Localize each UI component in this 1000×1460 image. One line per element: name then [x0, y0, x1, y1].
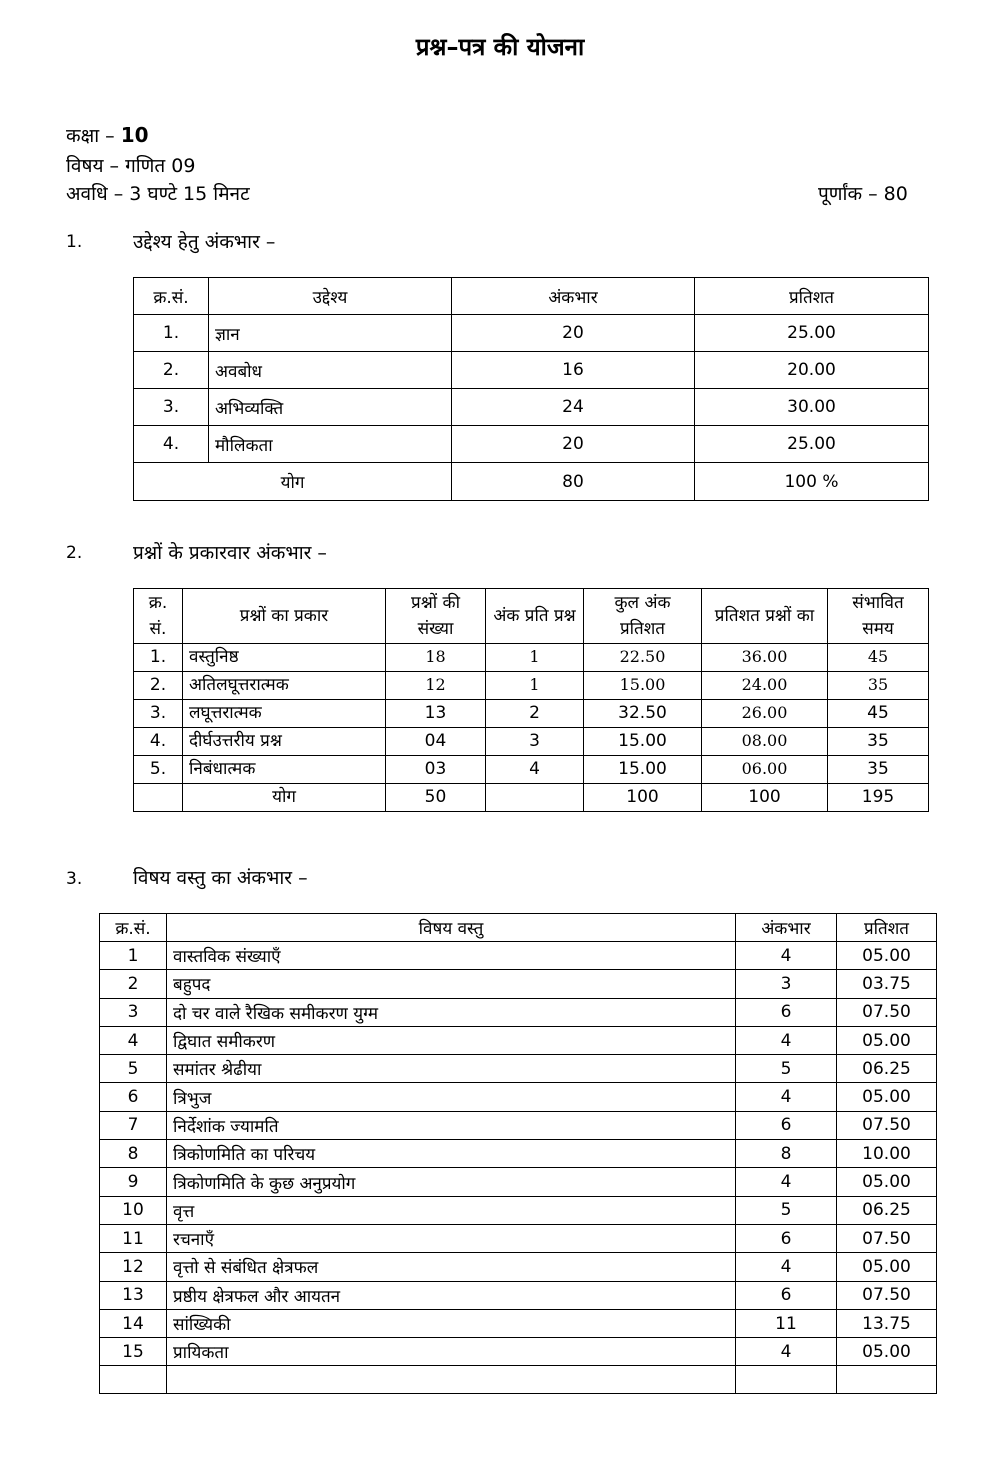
table-row — [134, 672, 929, 700]
table-cell: 13 — [100, 1281, 167, 1309]
table-row — [100, 1309, 937, 1337]
section1-number: 1. — [66, 232, 83, 252]
total-cell: 100 — [584, 784, 702, 812]
section3-heading: विषय वस्तु का अंकभार – — [133, 867, 308, 889]
table-cell: 4. — [134, 426, 209, 463]
table-cell: 4 — [736, 1083, 837, 1111]
column-header: क्र.सं. — [134, 278, 209, 315]
table-cell: 6 — [736, 998, 837, 1026]
table-cell: 2 — [100, 970, 167, 998]
table-row — [100, 1338, 937, 1366]
table-row — [134, 389, 929, 426]
objective-name: अभिव्यक्ति — [209, 389, 452, 426]
table-cell: 24.00 — [702, 672, 828, 700]
column-header: प्रतिशत — [837, 914, 937, 942]
total-percent: 100 % — [695, 463, 929, 501]
table-cell: 15.00 — [584, 756, 702, 784]
section2-heading: प्रश्नों के प्रकारवार अंकभार – — [133, 542, 327, 564]
table-cell: 05.00 — [837, 1338, 937, 1366]
total-cell — [486, 784, 584, 812]
total-cell: 195 — [828, 784, 929, 812]
table-cell: 1 — [100, 942, 167, 970]
table-cell: 26.00 — [702, 700, 828, 728]
table-cell: 07.50 — [837, 1281, 937, 1309]
topic-name: त्रिभुज — [167, 1083, 736, 1111]
topic-name: त्रिकोणमिति के कुछ अनुप्रयोग — [167, 1168, 736, 1196]
table-cell: 30.00 — [695, 389, 929, 426]
table-row — [134, 644, 929, 672]
topic-name: वृत्त — [167, 1196, 736, 1224]
max-marks: पूर्णांक – 80 — [818, 183, 908, 205]
table-cell: 20 — [452, 315, 695, 352]
table-cell: 20 — [452, 426, 695, 463]
table-cell: 05.00 — [837, 1083, 937, 1111]
table-row — [100, 1111, 937, 1139]
table-cell: 11 — [100, 1224, 167, 1252]
objective-name: ज्ञान — [209, 315, 452, 352]
table-row — [134, 700, 929, 728]
table-cell: 13 — [386, 700, 486, 728]
section3-number: 3. — [66, 869, 83, 889]
table-cell: 2. — [134, 672, 183, 700]
topic-name: बहुपद — [167, 970, 736, 998]
table-row — [100, 1168, 937, 1196]
table-header-row — [134, 278, 929, 315]
table-cell: 4. — [134, 728, 183, 756]
table-row — [100, 970, 937, 998]
table-cell: 08.00 — [702, 728, 828, 756]
table-row — [100, 1055, 937, 1083]
empty-cell — [167, 1366, 736, 1394]
column-header: उद्देश्य — [209, 278, 452, 315]
table-cell: 8 — [100, 1140, 167, 1168]
table-cell: 5 — [736, 1196, 837, 1224]
page-title: प्रश्न–पत्र की योजना — [415, 33, 585, 61]
total-row — [134, 463, 929, 501]
topic-name: दो चर वाले रैखिक समीकरण युग्म — [167, 998, 736, 1026]
table-cell: 7 — [100, 1111, 167, 1139]
empty-cell — [736, 1366, 837, 1394]
table-cell: 3 — [486, 728, 584, 756]
total-label: योग — [183, 784, 386, 812]
table-row — [100, 1224, 937, 1252]
table-cell: 3 — [100, 998, 167, 1026]
class-label: कक्षा – — [66, 125, 115, 147]
question-type: दीर्घउत्तरीय प्रश्न — [183, 728, 386, 756]
table-cell: 6 — [736, 1224, 837, 1252]
table-cell: 03 — [386, 756, 486, 784]
table-cell: 3 — [736, 970, 837, 998]
column-header: प्रतिशत प्रश्नों का — [702, 589, 828, 644]
table-cell: 36.00 — [702, 644, 828, 672]
objective-name: मौलिकता — [209, 426, 452, 463]
question-type-table — [133, 588, 929, 812]
table-cell: 15.00 — [584, 728, 702, 756]
empty-cell — [837, 1366, 937, 1394]
column-header: कुल अंक प्रतिशत — [584, 589, 702, 644]
empty-row — [100, 1366, 937, 1394]
table-cell: 24 — [452, 389, 695, 426]
total-cell — [134, 784, 183, 812]
table-row — [134, 315, 929, 352]
table-cell: 12 — [386, 672, 486, 700]
column-header: संभावित समय — [828, 589, 929, 644]
table-cell: 5 — [736, 1055, 837, 1083]
column-header: प्रश्नों का प्रकार — [183, 589, 386, 644]
table-cell: 3. — [134, 700, 183, 728]
table-cell: 14 — [100, 1309, 167, 1337]
question-type: लघूत्तरात्मक — [183, 700, 386, 728]
table-row — [134, 352, 929, 389]
table-header-row — [100, 914, 937, 942]
table-cell: 4 — [736, 1253, 837, 1281]
table-row — [100, 1083, 937, 1111]
table-cell: 20.00 — [695, 352, 929, 389]
table-cell: 15.00 — [584, 672, 702, 700]
total-cell: 100 — [702, 784, 828, 812]
column-header: अंकभार — [736, 914, 837, 942]
table-cell: 1. — [134, 315, 209, 352]
table-cell: 2 — [486, 700, 584, 728]
table-row — [134, 756, 929, 784]
topic-name: प्रायिकता — [167, 1338, 736, 1366]
column-header: प्रतिशत — [695, 278, 929, 315]
table-cell: 06.25 — [837, 1196, 937, 1224]
objective-weightage-table — [133, 277, 929, 501]
table-row — [134, 426, 929, 463]
table-cell: 45 — [828, 700, 929, 728]
table-cell: 4 — [736, 1168, 837, 1196]
topic-name: वृत्तो से संबंधित क्षेत्रफल — [167, 1253, 736, 1281]
table-cell: 05.00 — [837, 1026, 937, 1054]
table-cell: 4 — [486, 756, 584, 784]
topic-name: समांतर श्रेढीया — [167, 1055, 736, 1083]
topic-name: त्रिकोणमिति का परिचय — [167, 1140, 736, 1168]
table-cell: 06.00 — [702, 756, 828, 784]
table-cell: 07.50 — [837, 1224, 937, 1252]
table-cell: 13.75 — [837, 1309, 937, 1337]
column-header: क्र.सं. — [100, 914, 167, 942]
table-cell: 6 — [100, 1083, 167, 1111]
content-weightage-table — [99, 913, 937, 1394]
table-row — [100, 1281, 937, 1309]
table-cell: 07.50 — [837, 1111, 937, 1139]
topic-name: सांख्यिकी — [167, 1309, 736, 1337]
table-cell: 4 — [736, 1338, 837, 1366]
table-cell: 35 — [828, 672, 929, 700]
section2-number: 2. — [66, 543, 83, 563]
table-row — [100, 1253, 937, 1281]
total-cell: 50 — [386, 784, 486, 812]
table-cell: 05.00 — [837, 1168, 937, 1196]
column-header: प्रश्नों की संख्या — [386, 589, 486, 644]
question-type: अतिलघूत्तरात्मक — [183, 672, 386, 700]
table-cell: 35 — [828, 756, 929, 784]
table-cell: 2. — [134, 352, 209, 389]
table-cell: 12 — [100, 1253, 167, 1281]
table-cell: 6 — [736, 1111, 837, 1139]
table-cell: 8 — [736, 1140, 837, 1168]
table-cell: 18 — [386, 644, 486, 672]
table-cell: 07.50 — [837, 998, 937, 1026]
table-cell: 05.00 — [837, 1253, 937, 1281]
subject-line: विषय – गणित 09 — [66, 155, 196, 177]
table-cell: 1 — [486, 672, 584, 700]
topic-name: वास्तविक संख्याएँ — [167, 942, 736, 970]
table-cell: 5. — [134, 756, 183, 784]
total-label: योग — [134, 463, 452, 501]
table-row — [100, 1140, 937, 1168]
section1-heading: उद्देश्य हेतु अंकभार – — [133, 231, 276, 253]
table-cell: 3. — [134, 389, 209, 426]
table-cell: 25.00 — [695, 315, 929, 352]
topic-name: निर्देशांक ज्यामति — [167, 1111, 736, 1139]
class-line — [66, 122, 149, 148]
duration-line: अवधि – 3 घण्टे 15 मिनट — [66, 183, 250, 205]
table-cell: 06.25 — [837, 1055, 937, 1083]
table-header-row — [134, 589, 929, 644]
table-cell: 10 — [100, 1196, 167, 1224]
table-cell: 10.00 — [837, 1140, 937, 1168]
table-cell: 1. — [134, 644, 183, 672]
topic-name: रचनाएँ — [167, 1224, 736, 1252]
table-row — [100, 1196, 937, 1224]
table-cell: 05.00 — [837, 942, 937, 970]
table-cell: 35 — [828, 728, 929, 756]
total-row — [134, 784, 929, 812]
table-cell: 6 — [736, 1281, 837, 1309]
table-cell: 16 — [452, 352, 695, 389]
table-cell: 22.50 — [584, 644, 702, 672]
topic-name: द्विघात समीकरण — [167, 1026, 736, 1054]
total-marks: 80 — [452, 463, 695, 501]
table-cell: 4 — [736, 942, 837, 970]
table-cell: 4 — [100, 1026, 167, 1054]
table-row — [100, 998, 937, 1026]
column-header: अंकभार — [452, 278, 695, 315]
table-cell: 4 — [736, 1026, 837, 1054]
table-cell: 03.75 — [837, 970, 937, 998]
table-row — [100, 1026, 937, 1054]
table-cell: 15 — [100, 1338, 167, 1366]
table-cell: 1 — [486, 644, 584, 672]
table-cell: 25.00 — [695, 426, 929, 463]
table-cell: 45 — [828, 644, 929, 672]
table-cell: 04 — [386, 728, 486, 756]
table-cell: 32.50 — [584, 700, 702, 728]
question-type: निबंधात्मक — [183, 756, 386, 784]
table-cell: 11 — [736, 1309, 837, 1337]
table-row — [100, 942, 937, 970]
table-cell: 5 — [100, 1055, 167, 1083]
objective-name: अवबोध — [209, 352, 452, 389]
empty-cell — [100, 1366, 167, 1394]
question-type: वस्तुनिष्ठ — [183, 644, 386, 672]
table-row — [134, 728, 929, 756]
table-cell: 9 — [100, 1168, 167, 1196]
column-header: क्र. सं. — [134, 589, 183, 644]
class-value: 10 — [120, 123, 149, 147]
column-header: अंक प्रति प्रश्न — [486, 589, 584, 644]
topic-name: प्रष्ठीय क्षेत्रफल और आयतन — [167, 1281, 736, 1309]
column-header: विषय वस्तु — [167, 914, 736, 942]
